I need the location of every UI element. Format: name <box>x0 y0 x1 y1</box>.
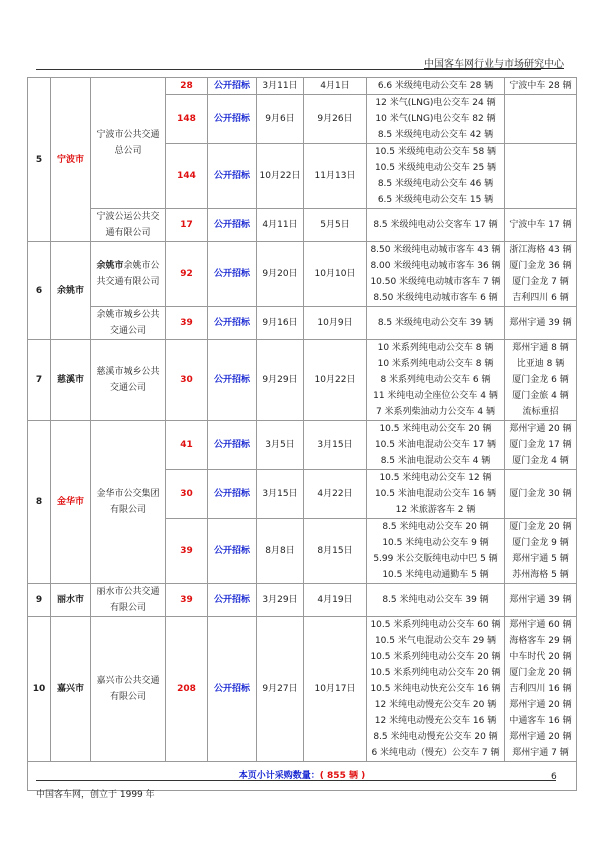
model-item: 10.5 米油电混动公交车 16 辆 <box>374 489 497 499</box>
row-number: 5 <box>28 78 51 242</box>
winner-item: 厦门金旅 4 辆 <box>512 391 569 401</box>
quantity: 30 <box>166 470 208 519</box>
row-number: 6 <box>28 242 51 340</box>
company-name <box>91 584 166 617</box>
company-name <box>91 617 166 762</box>
table-row <box>28 421 577 470</box>
company-line: 有限公司 <box>109 603 146 613</box>
winner-item: 厦门金龙 30 辆 <box>509 489 572 499</box>
procurement-method: 公开招标 <box>208 340 257 421</box>
winner-item: 郑州宇通 60 辆 <box>509 620 572 630</box>
model-list <box>367 340 505 421</box>
winner-item: 郑州宇通 20 辆 <box>509 424 572 434</box>
company-line: 通有限公司 <box>105 228 151 238</box>
model-item: 10.50 米级纯电动城市客车 7 辆 <box>370 277 501 287</box>
procurement-method: 公开招标 <box>208 470 257 519</box>
winner-list <box>505 470 577 519</box>
procurement-method: 公开招标 <box>208 144 257 209</box>
start-date: 9月29日 <box>257 340 304 421</box>
model-item: 8.5 米纯电动公交车 20 辆 <box>382 522 489 532</box>
model-item: 8.00 米级纯电动城市客车 36 辆 <box>370 261 501 271</box>
model-item: 6.5 米级纯电动公交车 15 辆 <box>377 195 494 205</box>
winner-item: 苏州海格 5 辆 <box>512 570 569 580</box>
winner-item: 厦门金龙 7 辆 <box>512 277 569 287</box>
table-row <box>28 242 577 307</box>
company-line: 慈溪市城乡公共 <box>96 367 160 377</box>
model-item: 10.5 米纯电动通勤车 5 辆 <box>382 570 489 580</box>
company-line: 有限公司 <box>109 692 146 702</box>
company-bold-prefix: 余姚市 <box>96 261 124 271</box>
winner-item: 中车时代 20 辆 <box>509 652 572 662</box>
quantity: 144 <box>166 144 208 209</box>
model-item: 12 米纯电动慢充公交车 16 辆 <box>374 716 497 726</box>
model-item: 5.99 米公交版纯电动中巴 5 辆 <box>373 554 498 564</box>
model-item: 10.5 米级纯电动公交车 25 辆 <box>374 163 497 173</box>
company-line: 丽水市公共交通 <box>96 587 160 597</box>
model-list <box>367 470 505 519</box>
winner-item: 厦门金龙 4 辆 <box>512 456 569 466</box>
end-date: 11月13日 <box>304 144 367 209</box>
model-item: 8.5 米纯电动公交车 39 辆 <box>382 595 489 605</box>
model-list <box>367 209 505 242</box>
winner-item: 中通客车 16 辆 <box>509 716 572 726</box>
end-date: 4月1日 <box>304 78 367 95</box>
quantity: 92 <box>166 242 208 307</box>
winner-item: 郑州宇通 39 辆 <box>509 595 572 605</box>
city-name: 余姚市 <box>51 242 91 340</box>
winner-list <box>505 421 577 470</box>
quantity: 30 <box>166 340 208 421</box>
row-number: 7 <box>28 340 51 421</box>
model-item: 6 米纯电动（慢充）公交车 7 辆 <box>371 748 500 758</box>
model-list <box>367 144 505 209</box>
model-item: 10.5 米气电混动公交车 29 辆 <box>374 636 497 646</box>
company-line: 余姚市城乡公共 <box>96 310 160 320</box>
model-list <box>367 421 505 470</box>
model-item: 8.5 米级纯电动公交车 39 辆 <box>377 318 494 328</box>
row-number: 8 <box>28 421 51 584</box>
procurement-table <box>27 77 577 791</box>
start-date: 4月11日 <box>257 209 304 242</box>
end-date: 10月17日 <box>304 617 367 762</box>
procurement-method: 公开招标 <box>208 617 257 762</box>
quantity: 39 <box>166 519 208 584</box>
company-name <box>91 209 166 242</box>
company-name <box>91 340 166 421</box>
company-name <box>91 421 166 584</box>
model-list <box>367 242 505 307</box>
city-name: 金华市 <box>51 421 91 584</box>
model-item: 10.5 米级纯电动公交车 58 辆 <box>374 147 497 157</box>
model-item: 8.5 米油电混动公交车 4 辆 <box>380 456 491 466</box>
model-item: 8.5 米级纯电动公交车 42 辆 <box>377 130 494 140</box>
winner-item: 宁波中车 17 辆 <box>509 220 572 230</box>
winner-list <box>505 144 577 209</box>
model-item: 10.5 米纯电动公交车 12 辆 <box>379 473 492 483</box>
model-item: 10.5 米油电混动公交车 17 辆 <box>374 440 497 450</box>
start-date: 9月6日 <box>257 95 304 144</box>
model-list <box>367 95 505 144</box>
subtotal-value: ( 855 辆 ) <box>319 771 366 781</box>
winner-item: 浙江海格 43 辆 <box>509 245 572 255</box>
city-name: 慈溪市 <box>51 340 91 421</box>
header-org: 中国客车网行业与市场研究中心 <box>424 59 564 70</box>
company-line-rest: 余姚市公 <box>123 261 160 271</box>
city-name: 丽水市 <box>51 584 91 617</box>
city-name: 宁波市 <box>51 78 91 242</box>
company-line: 交通公司 <box>109 326 146 336</box>
model-item: 6.6 米级纯电动公交车 28 辆 <box>377 81 494 91</box>
start-date: 3月15日 <box>257 470 304 519</box>
subtotal-label: 本页小计采购数量： <box>238 771 320 781</box>
company-line: 共交通有限公司 <box>96 277 160 287</box>
winner-item: 厦门金龙 20 辆 <box>509 668 572 678</box>
table-row <box>28 78 577 95</box>
company-line: 宁波市公共交通 <box>96 130 160 140</box>
model-item: 10.5 米系列纯电动公交车 20 辆 <box>370 652 501 662</box>
company-line: 嘉兴市公共交通 <box>96 676 160 686</box>
model-item: 8.5 米级纯电动公交客车 17 辆 <box>373 220 498 230</box>
table-row <box>28 209 577 242</box>
company-name <box>91 242 166 307</box>
model-item: 10 米气(LNG)电公交车 82 辆 <box>375 114 496 124</box>
start-date: 3月11日 <box>257 78 304 95</box>
model-item: 8.5 米纯电动慢充公交车 20 辆 <box>373 732 498 742</box>
winner-item: 吉利四川 6 辆 <box>512 293 569 303</box>
winner-list <box>505 78 577 95</box>
model-item: 8.5 米级纯电动公交车 46 辆 <box>377 179 494 189</box>
winner-item: 吉利四川 16 辆 <box>509 684 572 694</box>
model-item: 7 米系列柴油动力公交车 4 辆 <box>375 407 496 417</box>
end-date: 3月15日 <box>304 421 367 470</box>
table-row <box>28 340 577 421</box>
model-item: 10.5 米纯电动公交车 9 辆 <box>382 538 489 548</box>
company-line <box>91 258 165 274</box>
winner-item: 厦门金龙 36 辆 <box>509 261 572 271</box>
model-item: 8 米系列纯电动公交车 6 辆 <box>380 375 491 385</box>
start-date: 9月27日 <box>257 617 304 762</box>
model-item: 10.5 米系列纯电动公交车 60 辆 <box>370 620 501 630</box>
procurement-method: 公开招标 <box>208 78 257 95</box>
end-date: 5月5日 <box>304 209 367 242</box>
end-date: 8月15日 <box>304 519 367 584</box>
winner-item: 郑州宇通 39 辆 <box>509 318 572 328</box>
model-list <box>367 617 505 762</box>
winner-list <box>505 519 577 584</box>
table-row <box>28 307 577 340</box>
winner-list <box>505 209 577 242</box>
quantity: 41 <box>166 421 208 470</box>
page-number: 6 <box>551 772 557 782</box>
end-date: 10月9日 <box>304 307 367 340</box>
winner-list <box>505 340 577 421</box>
winner-item: 郑州宇通 8 辆 <box>512 343 569 353</box>
company-line: 金华市公交集团 <box>96 489 160 499</box>
end-date: 10月10日 <box>304 242 367 307</box>
city-name: 嘉兴市 <box>51 617 91 762</box>
winner-item: 比亚迪 8 辆 <box>516 359 565 369</box>
start-date: 3月29日 <box>257 584 304 617</box>
winner-item: 厦门金龙 9 辆 <box>512 538 569 548</box>
model-list <box>367 584 505 617</box>
company-name <box>91 78 166 209</box>
model-item: 10 米系列纯电动公交车 8 辆 <box>377 359 494 369</box>
start-date: 9月20日 <box>257 242 304 307</box>
footer-rule <box>36 780 556 781</box>
procurement-method: 公开招标 <box>208 242 257 307</box>
model-item: 12 米气(LNG)电公交车 24 辆 <box>375 98 496 108</box>
quantity: 17 <box>166 209 208 242</box>
winner-list <box>505 307 577 340</box>
company-name <box>91 307 166 340</box>
model-item: 8.50 米级纯电动城市客车 6 辆 <box>373 293 498 303</box>
quantity: 148 <box>166 95 208 144</box>
winner-item: 郑州宇通 7 辆 <box>512 748 569 758</box>
winner-list <box>505 242 577 307</box>
model-list <box>367 307 505 340</box>
winner-item: 海格客车 29 辆 <box>509 636 572 646</box>
winner-item: 厦门金龙 6 辆 <box>512 375 569 385</box>
end-date: 9月26日 <box>304 95 367 144</box>
footer-note: 中国客车网，创立于 1999 年 <box>36 790 155 800</box>
winner-item: 郑州宇通 20 辆 <box>509 700 572 710</box>
table-row <box>28 617 577 762</box>
winner-item: 厦门金龙 17 辆 <box>509 440 572 450</box>
model-list <box>367 519 505 584</box>
start-date: 10月22日 <box>257 144 304 209</box>
quantity: 39 <box>166 584 208 617</box>
model-item: 12 米旅游客车 2 辆 <box>395 505 476 515</box>
company-line: 交通公司 <box>109 383 146 393</box>
procurement-method: 公开招标 <box>208 421 257 470</box>
company-line: 总公司 <box>114 146 142 156</box>
model-item: 11 米纯电动全座位公交车 4 辆 <box>373 391 498 401</box>
winner-list <box>505 584 577 617</box>
winner-list <box>505 617 577 762</box>
model-item: 10.5 米系列纯电动公交车 20 辆 <box>370 668 501 678</box>
company-line: 宁波公运公共交 <box>96 212 160 222</box>
start-date: 9月16日 <box>257 307 304 340</box>
end-date: 10月22日 <box>304 340 367 421</box>
winner-list <box>505 95 577 144</box>
start-date: 3月5日 <box>257 421 304 470</box>
procurement-method: 公开招标 <box>208 95 257 144</box>
model-item: 12 米纯电动慢充公交车 20 辆 <box>374 700 497 710</box>
model-item: 10 米系列纯电动公交车 8 辆 <box>377 343 494 353</box>
quantity: 208 <box>166 617 208 762</box>
procurement-method: 公开招标 <box>208 307 257 340</box>
winner-item: 郑州宇通 20 辆 <box>509 732 572 742</box>
quantity: 39 <box>166 307 208 340</box>
start-date: 8月8日 <box>257 519 304 584</box>
procurement-method: 公开招标 <box>208 209 257 242</box>
model-item: 10.5 米纯电动快充公交车 16 辆 <box>370 684 501 694</box>
row-number: 10 <box>28 617 51 762</box>
company-line: 有限公司 <box>109 505 146 515</box>
winner-item: 流标重招 <box>522 407 559 417</box>
winner-item: 郑州宇通 5 辆 <box>512 554 569 564</box>
model-list <box>367 78 505 95</box>
table-row <box>28 584 577 617</box>
procurement-method: 公开招标 <box>208 584 257 617</box>
quantity: 28 <box>166 78 208 95</box>
end-date: 4月22日 <box>304 470 367 519</box>
winner-item: 厦门金龙 20 辆 <box>509 522 572 532</box>
model-item: 10.5 米纯电动公交车 20 辆 <box>379 424 492 434</box>
model-item: 8.50 米级纯电动城市客车 43 辆 <box>370 245 501 255</box>
row-number: 9 <box>28 584 51 617</box>
winner-item: 宁波中车 28 辆 <box>509 81 572 91</box>
end-date: 4月19日 <box>304 584 367 617</box>
procurement-method: 公开招标 <box>208 519 257 584</box>
